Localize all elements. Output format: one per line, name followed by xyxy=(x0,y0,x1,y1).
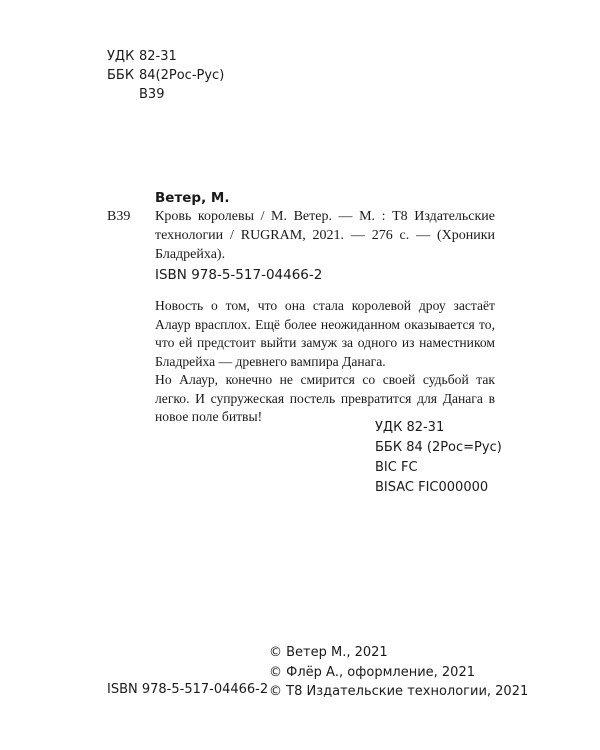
udk-value: 82-31 xyxy=(139,49,177,64)
right-udk: УДК 82-31 xyxy=(375,420,445,435)
bibliographic-code: В39 xyxy=(107,209,131,224)
annotation-paragraph-2: Но Алаур, конечно не смирится со своей судьбой так легко. И супружеская постель превратится для Данага в новое поле битвы! xyxy=(155,372,495,424)
author-name: Ветер, М. xyxy=(155,190,230,206)
udk-label: УДК xyxy=(107,49,135,64)
annotation-paragraph-1: Новость о том, что она стала королевой дроу застаёт Алаур врасплох. Ещё более неожиданном оказывается то, что ей предстоит выйти замуж за одного из наместником Бладрейха — древнего вампира Данага. xyxy=(155,298,495,369)
copyright-publisher: © Т8 Издательские технологии, 2021 xyxy=(269,684,529,699)
bibliographic-description: Кровь королевы / М. Ветер. — М. : Т8 Издательские технологии / RUGRAM, 2021. — 276 с. — (Хроники Бладрейха). xyxy=(155,209,495,262)
bbk-row xyxy=(107,66,224,85)
bbk-value: 84(2Рос-Рус) xyxy=(139,68,225,83)
copyright-design: © Флёр А., оформление, 2021 xyxy=(269,664,475,680)
bottom-isbn: ISBN 978-5-517-04466-2 xyxy=(107,682,269,697)
annotation xyxy=(155,297,495,427)
bbk-label: ББК xyxy=(107,68,135,83)
right-bisac: BISAC FIC000000 xyxy=(375,480,489,495)
copyright-author: © Ветер М., 2021 xyxy=(269,645,388,660)
author-mark: В39 xyxy=(139,87,165,102)
right-classification-codes xyxy=(375,418,502,498)
right-bbk: ББК 84 (2Рос=Рус) xyxy=(375,440,502,455)
top-classification-codes xyxy=(107,47,224,104)
udk-row xyxy=(107,47,224,66)
right-bic: BIC FC xyxy=(375,460,418,475)
isbn-main: ISBN 978-5-517-04466-2 xyxy=(155,267,323,283)
author-mark-row xyxy=(107,85,224,104)
copyright-block xyxy=(269,643,528,702)
